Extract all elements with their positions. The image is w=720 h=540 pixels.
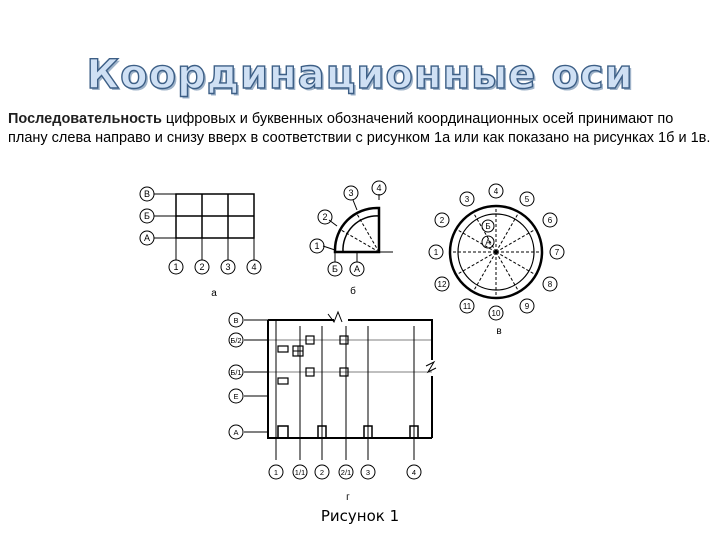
fig-c-ring-8: 8	[547, 280, 553, 289]
figure-c	[423, 180, 573, 340]
paragraph-highlight: Последовательность	[8, 111, 162, 127]
fig-g-num-1: 1	[273, 468, 279, 477]
fig-a-sublabel: а	[211, 288, 217, 299]
figure-b	[305, 180, 400, 298]
fig-b-letter-a: А	[353, 264, 361, 274]
fig-c-sublabel: в	[496, 326, 502, 337]
fig-b-arc-4: 4	[376, 183, 382, 193]
fig-g-letter-b1: Б/1	[230, 368, 242, 377]
fig-b-letter-b: Б	[332, 264, 338, 274]
fig-c-ring-6: 6	[547, 216, 553, 225]
fig-c-ring-4: 4	[493, 187, 499, 196]
fig-b-arc-3: 3	[348, 188, 354, 198]
paragraph-text: цифровых и буквенных обозначений координационных осей принимают по плану слева направо и снизу вверх в соответствии с рисунком 1а или как показано на рисунках 1б и 1в.	[8, 111, 711, 146]
fig-c-ring-9: 9	[524, 302, 530, 311]
fig-c-ring-12: 12	[437, 280, 447, 289]
figure-g	[222, 300, 442, 510]
slide-title: Координационные оси	[86, 52, 634, 98]
fig-c-ring-11: 11	[462, 302, 472, 311]
fig-g-num-2: 2	[319, 468, 325, 477]
fig-g-num-1-1: 1/1	[294, 468, 306, 477]
fig-a-letter-v: В	[143, 189, 151, 199]
fig-g-letter-a: А	[233, 428, 239, 437]
fig-a-letter-a: А	[143, 233, 151, 243]
figure-caption: Рисунок 1	[320, 507, 400, 525]
fig-c-ring-5: 5	[524, 195, 530, 204]
fig-g-letter-v: В	[233, 316, 239, 325]
fig-g-num-3: 3	[365, 468, 371, 477]
fig-a-num-4: 4	[251, 262, 257, 272]
fig-b-arc-2: 2	[322, 212, 328, 222]
fig-c-center-b: Б	[485, 222, 491, 231]
fig-c-ring-3: 3	[464, 195, 470, 204]
fig-g-num-2-1: 2/1	[340, 468, 352, 477]
fig-c-ring-2: 2	[439, 216, 445, 225]
figure-a	[130, 180, 270, 300]
fig-c-center-a: А	[485, 238, 491, 247]
fig-a-num-2: 2	[199, 262, 205, 272]
fig-g-sublabel: г	[346, 492, 350, 503]
fig-c-ring-10: 10	[491, 309, 501, 318]
fig-b-arc-1: 1	[314, 241, 320, 251]
fig-g-num-4: 4	[411, 468, 417, 477]
body-paragraph	[8, 110, 714, 148]
fig-g-letter-e: Е	[233, 392, 239, 401]
fig-c-ring-1: 1	[433, 248, 439, 257]
fig-a-letter-b: Б	[144, 211, 150, 221]
fig-a-num-3: 3	[225, 262, 231, 272]
fig-a-num-1: 1	[173, 262, 179, 272]
fig-b-sublabel: б	[350, 286, 356, 297]
fig-g-letter-b2: Б/2	[230, 336, 242, 345]
fig-c-ring-7: 7	[554, 248, 560, 257]
